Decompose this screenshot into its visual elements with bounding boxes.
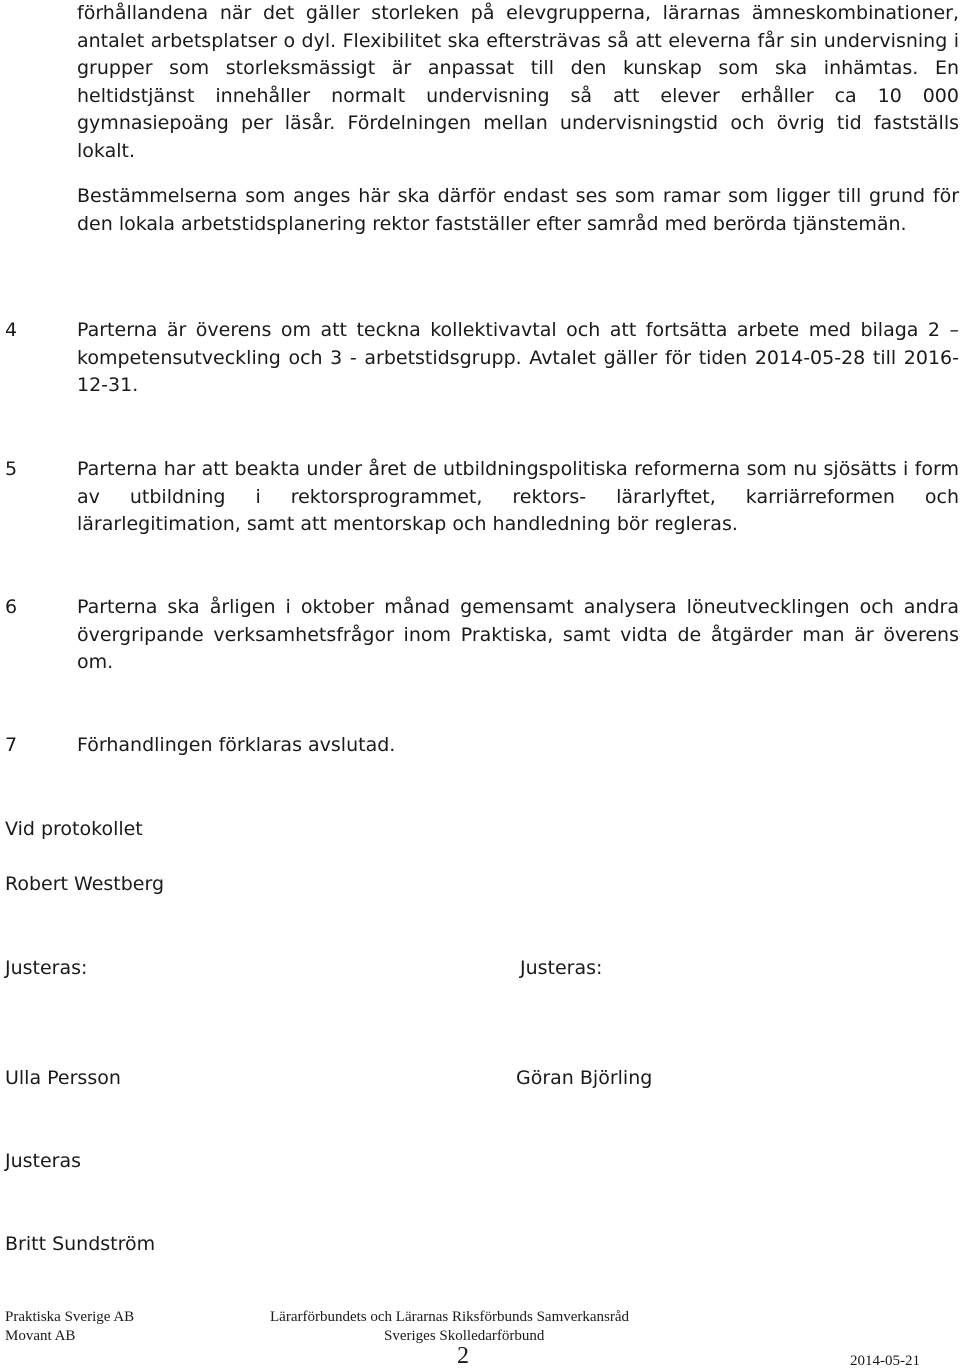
page-number: 2 xyxy=(457,1343,469,1369)
signatory-right-name: Göran Björling xyxy=(516,1067,653,1089)
footer-date: 2014-05-21 xyxy=(850,1353,920,1369)
footer-company-2: Movant AB xyxy=(5,1328,76,1344)
footer-union-2: Sveriges Skolledarförbund xyxy=(384,1328,545,1344)
footer-company-1: Praktiska Sverige AB xyxy=(5,1309,135,1325)
section-text: Parterna är överens om att teckna kollektivavtal och att fortsätta arbete med bilaga 2 – kompetensutveckling och 3 - arbetstidsgrupp. Avtalet gäller för tiden 2014-05-28 till 2016-12-31. xyxy=(77,319,959,396)
section-number: 5 xyxy=(5,458,18,480)
section-text: Förhandlingen förklaras avslutad. xyxy=(77,734,396,756)
footer-union-1: Lärarförbundets och Lärarnas Riksförbunds Samverkansråd xyxy=(270,1309,630,1325)
section-number: 6 xyxy=(5,596,18,618)
protocol-label: Vid protokollet xyxy=(5,818,143,840)
section-text: Parterna har att beakta under året de utbildningspolitiska reformerna som nu sjösätts i form av utbildning i rektorsprogrammet, rektors- lärarlyftet, karriärreformen och lärarlegitimation, samt att mentorskap och handledning bör regleras. xyxy=(77,458,959,535)
section-number: 4 xyxy=(5,319,18,341)
justeras-right-label: Justeras: xyxy=(520,957,603,979)
section-text: Parterna ska årligen i oktober månad gemensamt analysera löneutvecklingen och andra övergripande verksamhetsfrågor inom Praktiska, samt vidta de åtgärder man är överens om. xyxy=(77,596,959,673)
intro-paragraph-1: förhållandena när det gäller storleken på elevgrupperna, lärarnas ämneskombinationer, antalet arbetsplatser o dyl. Flexibilitet ska eftersträvas så att eleverna får sin undervisning i grupper som storleksmässigt är anpassat till den kunskap som ska inhämtas. En heltidstjänst innehåller normalt undervisning så att elever erhåller ca 10 000 gymnasiepoäng per läsår. Fördelningen mellan undervisningstid och övrig tid fastställs lokalt. xyxy=(77,2,959,162)
justeras-bottom-label: Justeras xyxy=(5,1150,82,1172)
signatory-bottom-name: Britt Sundström xyxy=(5,1233,156,1255)
section-number: 7 xyxy=(5,734,18,756)
intro-paragraph-2: Bestämmelserna som anges här ska därför endast ses som ramar som ligger till grund för den lokala arbetstidsplanering rektor fastställer efter samråd med berörda tjänstemän. xyxy=(77,185,959,235)
protocol-name: Robert Westberg xyxy=(5,873,165,895)
justeras-left-label: Justeras: xyxy=(5,957,88,979)
signatory-left-name: Ulla Persson xyxy=(5,1067,121,1089)
